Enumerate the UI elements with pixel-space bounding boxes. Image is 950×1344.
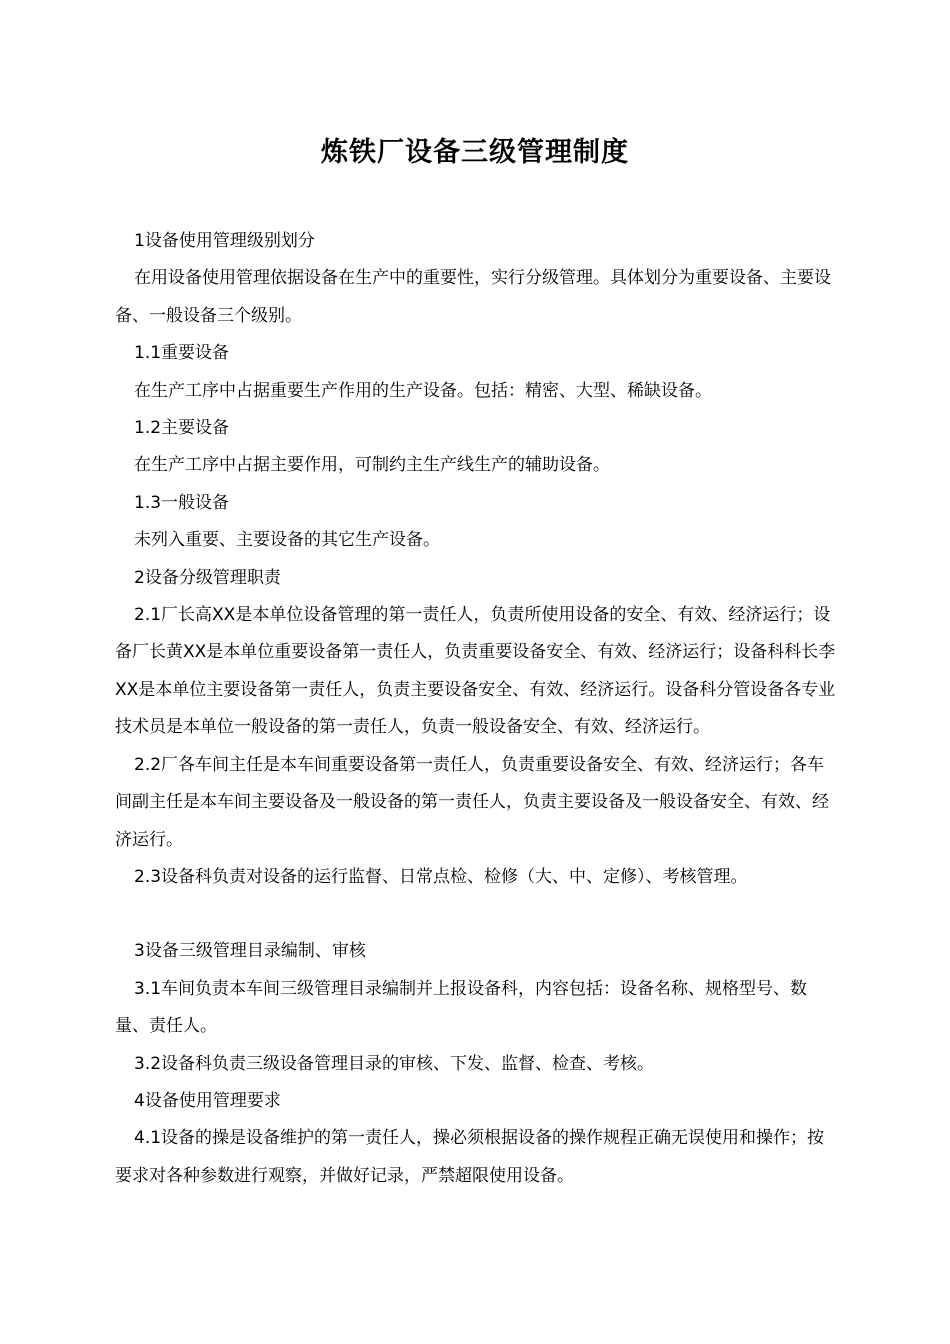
paragraph: 2.1厂长高XX是本单位设备管理的第一责任人，负责所使用设备的安全、有效、经济运行；设备厂长黄XX是本单位重要设备第一责任人，负责重要设备安全、有效、经济运行；设备科科长李XX是本单位主要设备第一责任人，负责主要设备安全、有效、经济运行。设备科分管设备各专业技术员是本单位一般设备的第一责任人，负责一般设备安全、有效、经济运行。 [115,605,836,738]
section-heading: 2设备分级管理职责 [134,567,281,588]
paragraph: 2.2厂各车间主任是本车间重要设备第一责任人，负责重要设备安全、有效、经济运行；各车间副主任是本车间主要设备及一般设备的第一责任人，负责主要设备及一般设备安全、有效、经济运行。 [115,754,829,850]
document-body [115,223,840,1195]
section-heading: 4设备使用管理要求 [134,1090,281,1111]
paragraph: 在生产工序中占据重要生产作用的生产设备。包括：精密、大型、稀缺设备。 [134,380,712,401]
paragraph: 3.2设备科负责三级设备管理目录的审核、下发、监督、检查、考核。 [134,1053,655,1074]
section-heading: 3设备三级管理目录编制、审核 [134,941,366,962]
blank-line [115,896,840,933]
paragraph: 未列入重要、主要设备的其它生产设备。 [134,530,440,551]
paragraph: 4.1设备的操是设备维护的第一责任人，操必须根据设备的操作规程正确无误使用和操作；按要求对各种参数进行观察，并做好记录，严禁超限使用设备。 [115,1128,825,1186]
paragraph: 在用设备使用管理依据设备在生产中的重要性，实行分级管理。具体划分为重要设备、主要设备、一般设备三个级别。 [115,268,831,326]
document-title: 炼铁厂设备三级管理制度 [321,137,629,168]
paragraph: 2.3设备科负责对设备的运行监督、日常点检、检修（大、中、定修）、考核管理。 [134,866,748,887]
paragraph: 在生产工序中占据主要作用，可制约主生产线生产的辅助设备。 [134,455,610,476]
section-heading: 1设备使用管理级别划分 [134,231,315,251]
paragraph: 3.1车间负责本车间三级管理目录编制并上报设备科，内容包括：设备名称、规格型号、数量、责任人。 [115,978,808,1037]
subsection-heading: 1.2主要设备 [134,418,230,439]
subsection-heading: 1.3一般设备 [134,492,230,513]
subsection-heading: 1.1重要设备 [134,343,230,364]
